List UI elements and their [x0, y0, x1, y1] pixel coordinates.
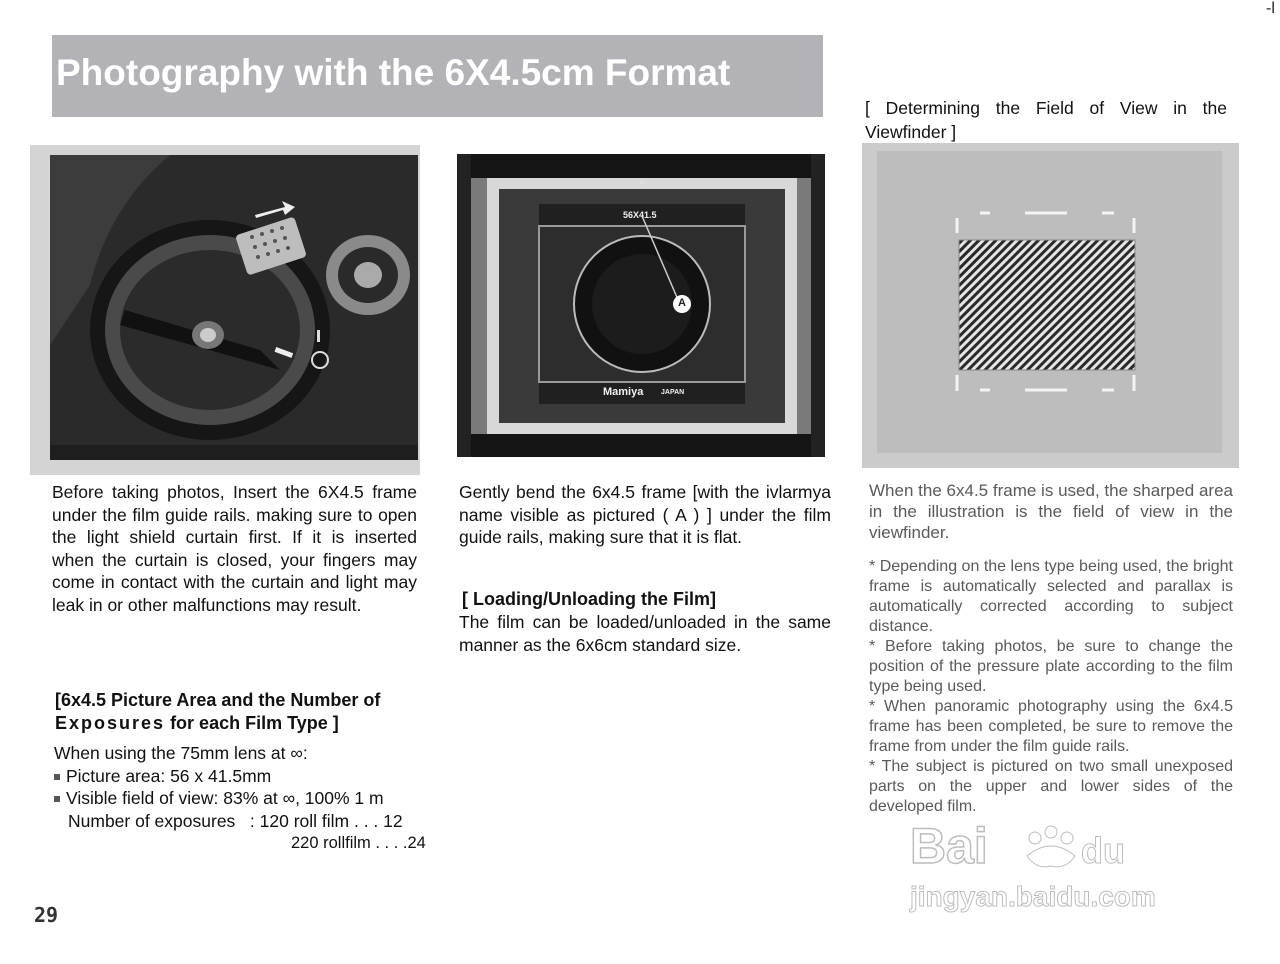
bullet-icon: [54, 774, 60, 780]
picture-area-spec: Picture area: 56 x 41.5mm: [54, 766, 271, 787]
lens-condition: When using the 75mm lens at ∞:: [54, 743, 308, 763]
exposures-spec: Number of exposures : 120 roll film . . . 12: [68, 811, 403, 831]
camera-back-photo: [30, 145, 420, 475]
viewfinder-illustration: [862, 143, 1239, 468]
brand-label: Mamiya: [603, 386, 644, 398]
bend-frame-instructions: Gently bend the 6x4.5 frame [with the ivlarmya name visible as pictured ( A ) ] under the film guide rails, making sure that it is flat.: [459, 482, 831, 547]
viewfinder-main-text: When the 6x4.5 frame is used, the sharped area in the illustration is the field of view in the viewfinder.: [869, 481, 1233, 542]
picture-area-heading: [6x4.5 Picture Area and the Number of Exposures for each Film Type ]: [55, 690, 381, 733]
page-number: 29: [34, 903, 59, 927]
note-item: * The subject is pictured on two small unexposed parts on the upper and lower sides of the developed film.: [869, 758, 1233, 815]
page-title: Photography with the 6X4.5cm Format: [56, 52, 731, 93]
viewfinder-notes: [869, 480, 1233, 817]
loading-heading: [ Loading/Unloading the Film]: [462, 589, 716, 609]
viewfinder-heading: [ Determining the Field of View in the Viewfinder ]: [865, 98, 1227, 142]
callout-a: A: [678, 297, 686, 309]
corner-mark: -l: [1266, 0, 1275, 17]
frame-insert-photo: [457, 154, 825, 457]
frame-size-mark: 56X41.5: [623, 210, 657, 220]
insert-frame-instructions: Before taking photos, Insert the 6X4.5 frame under the film guide rails. making sure to open the light shield curtain first. If it is inserted when the curtain is closed, your fingers may come in contact with the curtain and light may leak in or other malfunctions may result.: [52, 482, 417, 615]
country-label: JAPAN: [661, 389, 685, 396]
svg-text:du: du: [1081, 830, 1125, 871]
visible-field-spec: Visible field of view: 83% at ∞, 100% 1 m: [54, 788, 384, 809]
svg-text:jingyan.baidu.com: jingyan.baidu.com: [910, 881, 1156, 912]
bullet-icon: [54, 796, 60, 802]
note-item: * When panoramic photography using the 6x4.5 frame has been completed, be sure to remove the frame from under the film guide rails.: [869, 698, 1233, 755]
svg-text:Bai: Bai: [910, 818, 988, 874]
baidu-watermark: [905, 808, 1205, 923]
exposures-220: 220 rollfilm . . . .24: [291, 834, 426, 852]
note-item: * Before taking photos, be sure to change the position of the pressure plate according to the film type being used.: [869, 638, 1233, 695]
loading-instructions: The film can be loaded/unloaded in the same manner as the 6x6cm standard size.: [459, 612, 831, 655]
note-item: * Depending on the lens type being used, the bright frame is automatically selected and parallax is automatically corrected according to subject distance.: [869, 558, 1233, 635]
